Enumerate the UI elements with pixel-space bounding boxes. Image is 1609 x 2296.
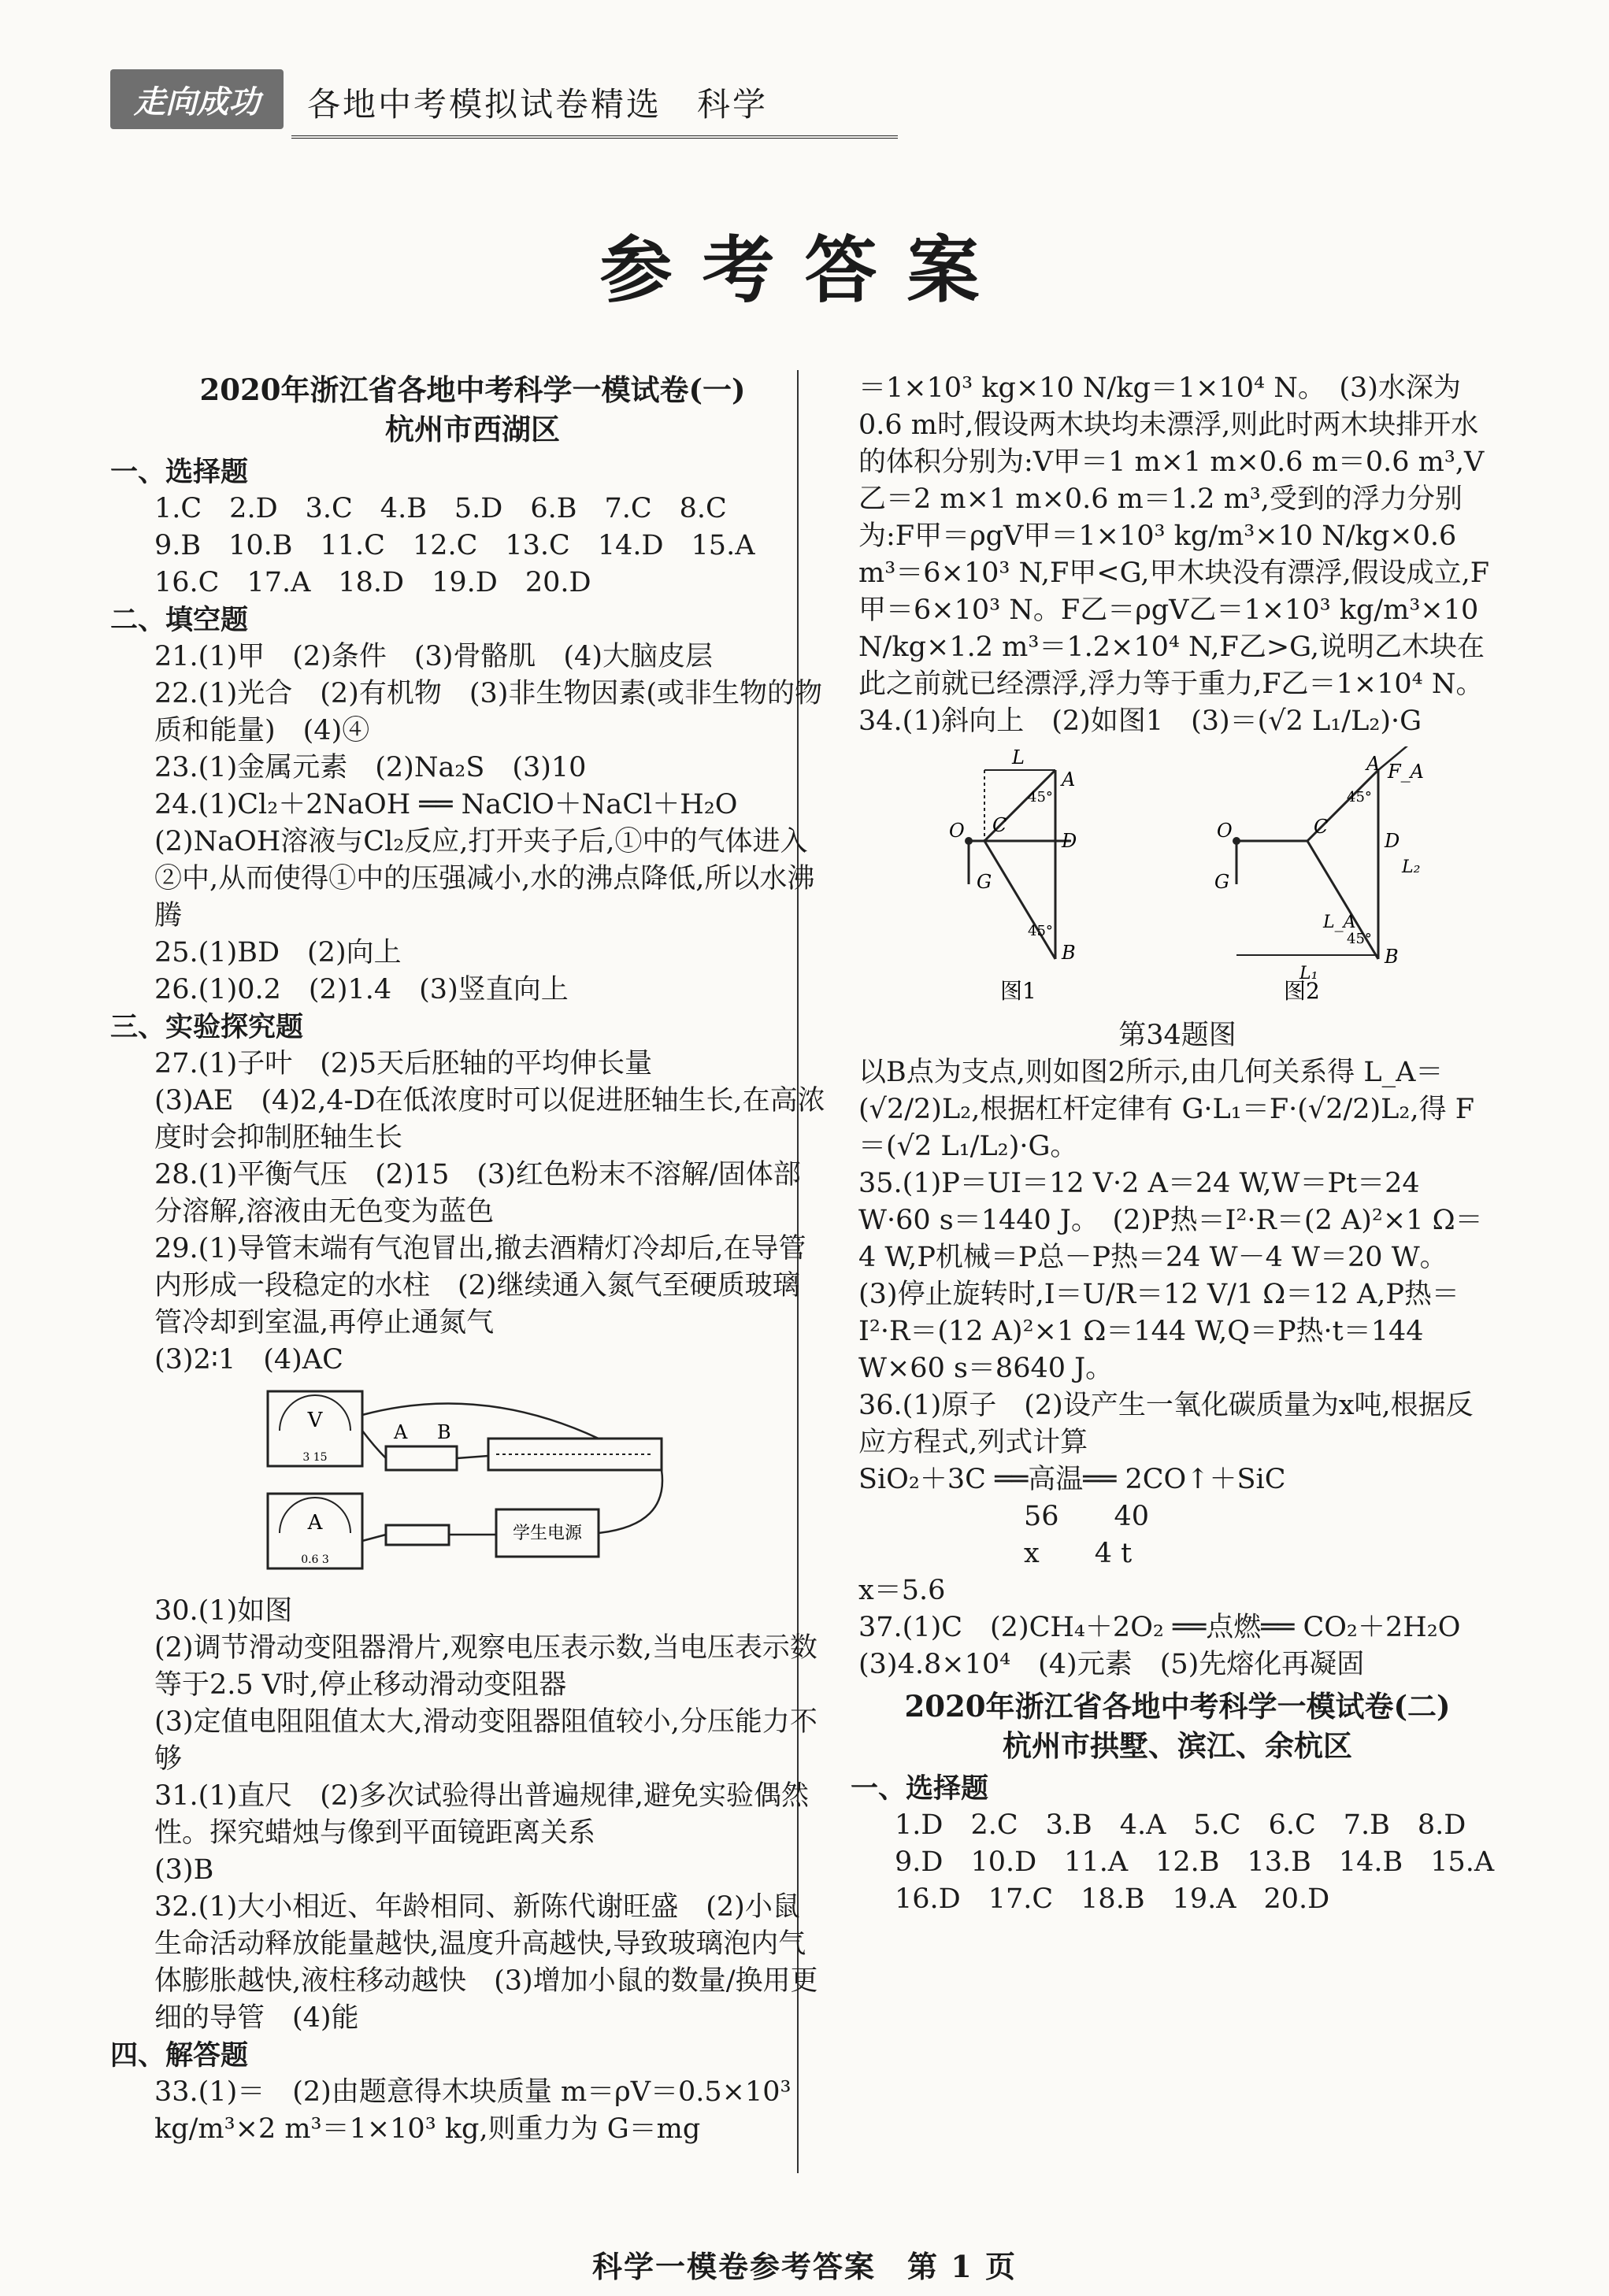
ammeter-label: A — [307, 1511, 323, 1535]
answer-29-part2: (3)2∶1 (4)AC — [154, 1344, 343, 1376]
answer-36: 36.(1)原子 (2)设产生一氧化碳质量为x吨,根据反应方程式,列式计算 — [858, 1390, 1474, 1458]
section-choice: 一、选择题 — [110, 456, 249, 488]
exam2-subtitle: 杭州市拱墅、滨江、余杭区 — [1003, 1728, 1352, 1763]
voltmeter-scale: 3 15 — [302, 1451, 328, 1464]
answer-27-part2: (3)AE (4)2,4-D在低浓度时可以促进胚轴生长,在高浓度时会抑制胚轴生长 — [154, 1085, 825, 1154]
right-column — [851, 370, 1496, 1918]
answer-21: 21.(1)甲 (2)条件 (3)骨骼肌 (4)大脑皮层 — [154, 641, 713, 672]
answer-24-part2: (2)NaOH溶液与Cl₂反应,打开夹子后,①中的气体进入②中,从而使得①中的压强减小,水的沸点降低,所以水沸腾 — [154, 826, 815, 931]
left-column — [110, 370, 827, 2148]
answer-26: 26.(1)0.2 (2)1.4 (3)竖直向上 — [154, 974, 569, 1005]
fig2-label-l1: L₁ — [1299, 964, 1318, 983]
answer-36-ratio-1: 56 40 — [1024, 1501, 1150, 1532]
figure-34 — [937, 746, 1457, 1014]
answer-29: 29.(1)导管末端有气泡冒出,撤去酒精灯冷却后,在导管内形成一段稳定的水柱 (2)继续通入氮气至硬质玻璃管冷却到室温,再停止通氮气 — [154, 1233, 806, 1339]
figure-34-caption: 第34题图 — [1118, 1020, 1236, 1051]
answer-34-explanation: 以B点为支点,则如图2所示,由几何关系得 L_A＝(√2/2)L₂,根据杠杆定律有 G·L₁＝F·(√2/2)L₂,得 F＝(√2 L₁/L₂)·G。 — [858, 1057, 1474, 1162]
exam2-choice-line: 16.D 17.C 18.B 19.A 20.D — [895, 1883, 1330, 1915]
fig2-label-d: D — [1385, 830, 1400, 852]
fig1-label-l: L — [1012, 746, 1025, 768]
fig2-label-l2: L₂ — [1402, 857, 1421, 877]
answer-30-part3: (3)定值电阻阻值太大,滑动变阻器阻值较小,分压能力不够 — [154, 1706, 817, 1775]
answer-30: 30.(1)如图 — [154, 1595, 293, 1627]
figure-2 — [1214, 746, 1425, 1004]
fig1-label-d: D — [1062, 830, 1077, 852]
fig1-label-o: O — [949, 820, 965, 842]
fig2-label-fa: F_A — [1388, 761, 1424, 783]
power-supply-label: 学生电源 — [512, 1524, 583, 1543]
answer-36-equation: SiO₂＋3C ══高温══ 2CO↑＋SiC — [858, 1464, 1286, 1495]
fig2-label-b: B — [1385, 946, 1399, 968]
answer-33-continued: ＝1×10³ kg×10 N/kg＝1×10⁴ N。 (3)水深为0.6 m时,假设两木块均未漂浮,则此时两木块排开水的体积分别为:V甲＝1 m×1 m×0.6 m＝0.6 m³,V乙＝2 m×1 m×0.6 m＝1.2 m³,受到的浮力分别为:F甲＝ρgV甲＝1×10³ kg/m³×10 N/kg×0.6 m³＝6×10³ N,F甲<G,甲木块没有漂浮,假设成立,F甲＝6×10³ N。F乙＝ρgV乙＝1×10³ kg/m³×10 N/kg×1.2 m³＝1.2×10⁴ N,F乙>G,说明乙木块在此之前就已经漂浮,浮力等于重力,F乙＝1×10⁴ N。 — [858, 372, 1490, 700]
circuit-diagram — [260, 1383, 701, 1588]
fig1-angle-a: 45° — [1028, 789, 1053, 805]
answer-28: 28.(1)平衡气压 (2)15 (3)红色粉末不溶解/固体部分溶解,溶液由无色变为蓝色 — [154, 1159, 801, 1228]
answer-22: 22.(1)光合 (2)有机物 (3)非生物因素(或非生物的物质和能量) (4)④ — [154, 678, 823, 746]
answer-36-ratio-2: x 4 t — [1024, 1538, 1133, 1569]
exam2-section-choice: 一、选择题 — [851, 1772, 989, 1805]
answer-30-part2: (2)调节滑动变阻器滑片,观察电压表示数,当电压表示数等于2.5 V时,停止移动滑动变阻器 — [154, 1632, 817, 1701]
figure-1 — [949, 746, 1077, 1004]
answer-27: 27.(1)子叶 (2)5天后胚轴的平均伸长量 — [154, 1048, 653, 1079]
fig2-angle-b: 45° — [1347, 931, 1372, 947]
answer-32: 32.(1)大小相近、年龄相同、新陈代谢旺盛 (2)小鼠生命活动释放能量越快,温度升高越快,导致玻璃泡内气体膨胀越快,液柱移动越快 (3)增加小鼠的数量/换用更细的导管 (4)能 — [154, 1891, 818, 2034]
section-fill: 二、填空题 — [110, 604, 249, 636]
answer-31-part2: (3)B — [154, 1854, 214, 1886]
page-title: 参考答案 — [599, 228, 1010, 313]
fig1-label-a: A — [1062, 768, 1076, 791]
ammeter-scale: 0.6 3 — [301, 1554, 329, 1566]
exam1-subtitle: 杭州市西湖区 — [385, 412, 560, 446]
fig1-label-c: C — [992, 814, 1007, 836]
answer-37: 37.(1)C (2)CH₄＋2O₂ ══点燃══ CO₂＋2H₂O (3)4.8×10⁴ (4)元素 (5)先熔化再凝固 — [858, 1612, 1489, 1680]
answer-25: 25.(1)BD (2)向上 — [154, 937, 402, 968]
exam2-title: 2020年浙江省各地中考科学一模试卷(二) — [904, 1689, 1451, 1724]
fig1-label-g: G — [977, 871, 992, 893]
brand-logo: 走向成功 — [110, 69, 284, 129]
fig2-label-la: L_A — [1323, 913, 1356, 932]
fig2-caption: 图2 — [1284, 978, 1320, 1004]
fig2-angle-a: 45° — [1347, 789, 1372, 805]
fig1-label-b: B — [1062, 942, 1076, 964]
fig2-label-o: O — [1217, 820, 1233, 842]
answer-24: 24.(1)Cl₂＋2NaOH ══ NaClO＋NaCl＋H₂O — [154, 789, 738, 820]
header-rule — [291, 135, 898, 139]
label-b: B — [437, 1421, 451, 1443]
answer-31: 31.(1)直尺 (2)多次试验得出普遍规律,避免实验偶然性。探究蜡烛与像到平面镜距离关系 — [154, 1780, 809, 1849]
header-title: 各地中考模拟试卷精选 科学 — [307, 85, 769, 124]
fig2-label-a: A — [1366, 753, 1381, 775]
answer-33: 33.(1)＝ (2)由题意得木块质量 m＝ρV＝0.5×10³ kg/m³×2 m³＝1×10³ kg,则重力为 G＝mg — [154, 2076, 792, 2145]
section-experiment: 三、实验探究题 — [110, 1011, 304, 1043]
fig1-angle-b: 45° — [1028, 923, 1053, 939]
fig2-label-c: C — [1314, 816, 1329, 838]
exam1-title: 2020年浙江省各地中考科学一模试卷(一) — [199, 372, 746, 407]
fig2-label-g: G — [1214, 871, 1230, 893]
choice-line: 1.C 2.D 3.C 4.B 5.D 6.B 7.C 8.C — [154, 493, 727, 524]
exam2-choice-line: 1.D 2.C 3.B 4.A 5.C 6.C 7.B 8.D — [895, 1809, 1466, 1841]
answer-34: 34.(1)斜向上 (2)如图1 (3)＝(√2 L₁/L₂)·G — [858, 705, 1422, 737]
page-footer: 科学一模卷参考答案 第 1 页 — [592, 2249, 1017, 2284]
answer-36-result: x＝5.6 — [858, 1575, 946, 1606]
answer-23: 23.(1)金属元素 (2)Na₂S (3)10 — [154, 752, 587, 783]
answer-35: 35.(1)P＝UI＝12 V·2 A＝24 W,W＝Pt＝24 W·60 s＝1440 J。 (2)P热＝I²·R＝(2 A)²×1 Ω＝4 W,P机械＝P总－P热＝24 W－4 W＝20 W。 — [858, 1168, 1483, 1273]
answer-35-part3: (3)停止旋转时,I＝U/R＝12 V/1 Ω＝12 A,P热＝I²·R＝(12 A)²×1 Ω＝144 W,Q＝P热·t＝144 W×60 s＝8640 J。 — [858, 1279, 1459, 1384]
section-solve: 四、解答题 — [110, 2039, 249, 2072]
fig1-caption: 图1 — [1000, 978, 1036, 1004]
voltmeter-label: V — [307, 1409, 323, 1432]
page-header — [110, 69, 1567, 140]
exam2-choice-line: 9.D 10.D 11.A 12.B 13.B 14.B 15.A — [895, 1846, 1495, 1878]
label-a: A — [394, 1421, 408, 1443]
choice-line: 9.B 10.B 11.C 12.C 13.C 14.D 15.A — [154, 530, 755, 561]
choice-line: 16.C 17.A 18.D 19.D 20.D — [154, 567, 591, 598]
